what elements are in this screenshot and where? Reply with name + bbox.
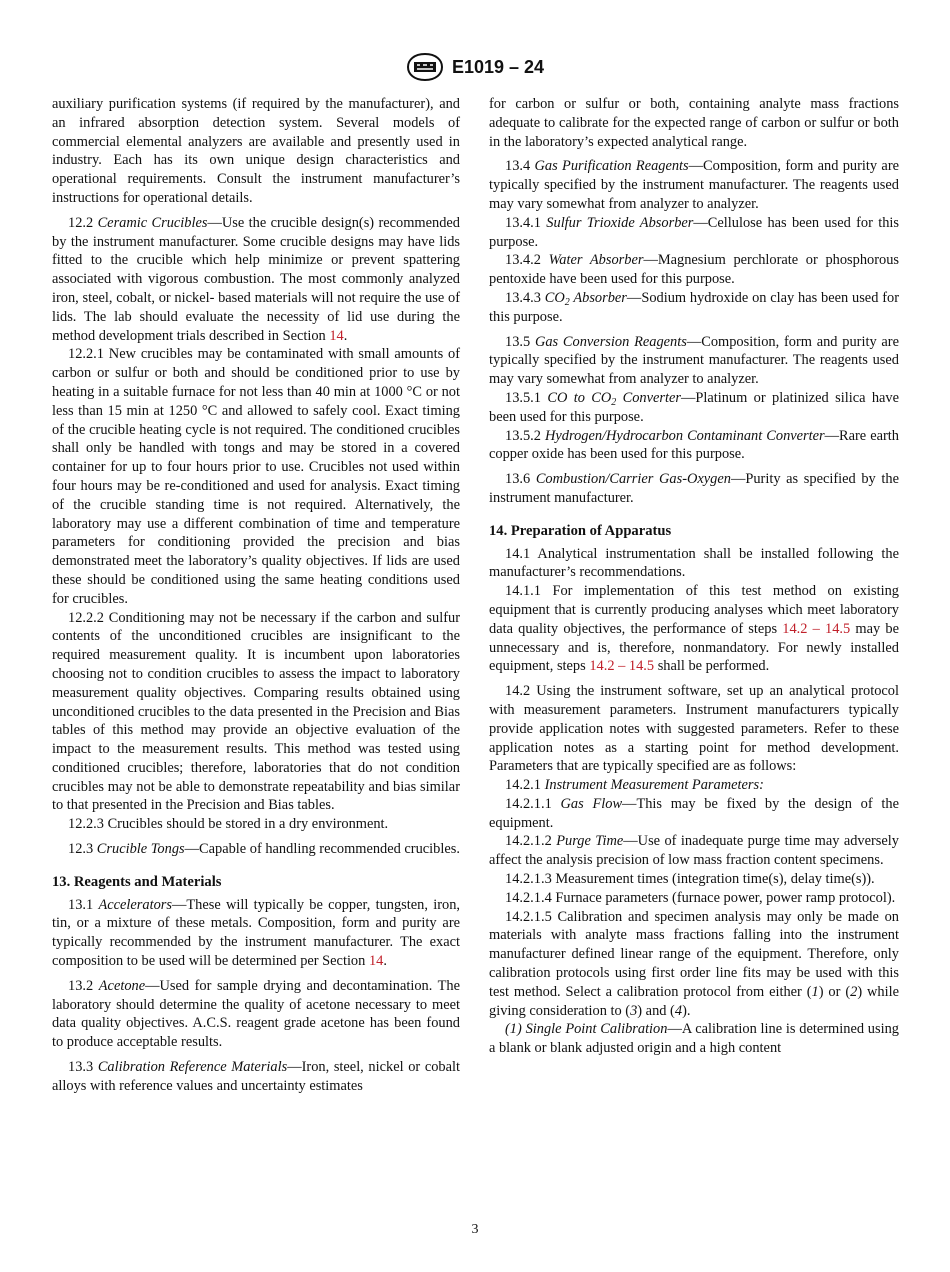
section-14-2-1-3: 14.2.1.3 Measurement times (integration time(s), delay time(s)). (505, 871, 875, 888)
left-column (52, 95, 460, 1096)
section-12-3: 12.3 Crucible Tongs—Capable of handling recommended crucibles. (68, 841, 460, 858)
right-column (489, 95, 899, 1058)
section-14-2: 14.2 Using the instrument software, set up an analytical protocol with measurement parameters. Instrument manufacturers typically provide application notes with suggested parameters. Refer to these application notes as a starting point for method development. Parameters that are typically specified are as follows: (489, 683, 899, 775)
standard-designation: E1019 – 24 (451, 56, 545, 77)
steps-link[interactable]: 14.2 – 14.5 (782, 620, 851, 637)
section-13-6: 13.6 Combustion/Carrier Gas-Oxygen—Purity as specified by the instrument manufacturer. (489, 471, 899, 506)
section-13-5: 13.5 Gas Conversion Reagents—Composition, form and purity are typically specified by the instrument manufacturer. The reagents used may vary somewhat from analyzer to analyzer. (489, 333, 899, 388)
section-14-2-1-4: 14.2.1.4 Furnace parameters (furnace power, power ramp protocol). (505, 889, 896, 906)
section-14-1: 14.1 Analytical instrumentation shall be installed following the manufacturer’s recommendations. (489, 545, 899, 581)
section-13-2: 13.2 Acetone—Used for sample drying and decontamination. The laboratory should determine the quality of acetone necessary to meet data quality objectives. A.C.S. reagent grade acetone has been found to produce acceptable results. (52, 977, 460, 1051)
heading-reagents-materials: 13. Reagents and Materials (52, 873, 222, 890)
heading-preparation-apparatus: 14. Preparation of Apparatus (489, 522, 672, 539)
section-13-4: 13.4 Gas Purification Reagents—Composition, form and purity are typically specified by the instrument manufacturer. The reagents used may vary somewhat from analyzer to analyzer. (489, 158, 899, 212)
section-14-link[interactable]: 14 (329, 327, 344, 344)
section-13-5-2: 13.5.2 Hydrogen/Hydrocarbon Contaminant Converter—Rare earth copper oxide has been used for this purpose. (489, 427, 899, 463)
section-13-5-1: 13.5.1 CO to $CO_2$ Converter—Platinum or platinized silica have been used for this purpose. (489, 389, 899, 425)
astm-logo-icon (406, 52, 444, 82)
single-point-calibration: (1) Single Point Calibration—A calibration line is determined using a blank or blank adjusted origin and a high content (489, 1021, 899, 1057)
section-13-4-2: 13.4.2 Water Absorber—Magnesium perchlorate or phosphorous pentoxide have been used for this purpose. (489, 252, 900, 288)
paragraph: auxiliary purification systems (if required by the manufacturer), and an infrared absorption detection system. Several models of commercial elemental analyzers are available and presently used in industry. Each has its own unique design characteristics and operational requirements. Consult the instrument manufacturer’s instructions for operational details. (52, 96, 460, 206)
steps-link[interactable]: 14.2 – 14.5 (589, 658, 655, 675)
section-12-2-2: 12.2.2 Conditioning may not be necessary if the carbon and sulfur contents of the unconditioned crucibles are insignificant to the required measurement quality. It is incumbent upon laboratories choosing not to condition crucibles to assess the impact to laboratory measurement quality objectives. Comparing results obtained using unconditioned crucibles to the data presented in the Precision and Bias tables of this method may provide an objective evaluation of the impact to the measurement results. This method was tested using conditioned crucibles; therefore, laboratories that do not condition crucibles may not be able to demonstrate repeatability and bias similar to that presented in the Precision and Bias tables. (52, 609, 460, 814)
section-13-4-1: 13.4.1 Sulfur Trioxide Absorber—Cellulose has been used for this purpose. (489, 214, 899, 250)
section-12-2-3: 12.2.3 Crucibles should be stored in a dry environment. (68, 816, 389, 833)
section-14-link[interactable]: 14 (368, 953, 384, 970)
paragraph: for carbon or sulfur or both, containing analyte mass fractions adequate to calibrate for the expected range of carbon or sulfur or both in the laboratory’s expected analytical range. (489, 96, 899, 150)
page-number: 3 (471, 1222, 479, 1237)
section-14-2-1-2: 14.2.1.2 Purge Time—Use of inadequate purge time may adversely affect the analysis precision of low mass fraction content specimens. (489, 833, 899, 869)
section-13-1: 13.1 Accelerators—These will typically be copper, tungsten, iron, tin, or a mixture of these metals. Composition, form and purity are typically recommended by the instrument manufacturer. The exact composition to be used will be determined per Section 14. (52, 896, 460, 970)
section-14-2-1-1: 14.2.1.1 Gas Flow—This may be fixed by the design of the equipment. (489, 795, 899, 831)
section-14-1-1: 14.1.1 For implementation of this test method on existing equipment that is currently producing analyses which meet laboratory data quality objectives, the performance of steps 14.2 – 14.5 may be unnecessary and is, therefore, nonmandatory. For newly installed equipment, steps 14.2 – 14.5 shall be performed. (489, 583, 899, 675)
page-header (0, 52, 950, 82)
section-14-2-1: 14.2.1 Instrument Measurement Parameters: (505, 777, 764, 794)
section-12-2-1: 12.2.1 New crucibles may be contaminated with small amounts of carbon or sulfur or both and should be conditioned prior to use by heating in a suitable furnace for not less than 40 min at 1000 °C or not less than 15 min at 1250 °C and allowed to safely cool. Exact timing of the crucible heating cycle is not required. The conditioned crucibles shall only be handled with tongs and may be stored in a covered container for up to four hours prior to use. Crucibles not used within four hours may be re-conditioned and used for analysis. Exact timing of the crucible standing time is not required. Alternatively, the laboratory may use a different combination of time and temperature parameters for conditioning provided the precision and bias demonstrated meet the laboratory’s quality objectives. If lids are used these should be conditioned using the same heating conditions used for crucibles. (52, 346, 460, 607)
section-14-2-1-5: 14.2.1.5 Calibration and specimen analysis may only be made on materials with analyte mass fractions falling into the instrument manufacturer defined linear range of the equipment. Therefore, only calibration protocols using first order line fits may be used with this test method. Select a calibration protocol from either (1) or (2) while giving consideration to (3) and (4). (489, 908, 899, 1019)
section-12-2: 12.2 Ceramic Crucibles—Use the crucible design(s) recommended by the instrument manufacturer. Some crucible designs may have lids fitted to the crucible which help minimize or prevent spattering associated with vigorous combustion. The most commonly analyzed iron, steel, cobalt, or nickel- based materials will not require the use of lids. The lab should evaluate the necessity of lid use during the method development trials described in Section 14. (52, 214, 460, 344)
section-13-4-3: 13.4.3 $CO_2$ Absorber—Sodium hydroxide on clay has been used for this purpose. (489, 289, 899, 325)
section-13-3: 13.3 Calibration Reference Materials—Iron, steel, nickel or cobalt alloys with reference values and uncertainty estimates (52, 1059, 460, 1094)
